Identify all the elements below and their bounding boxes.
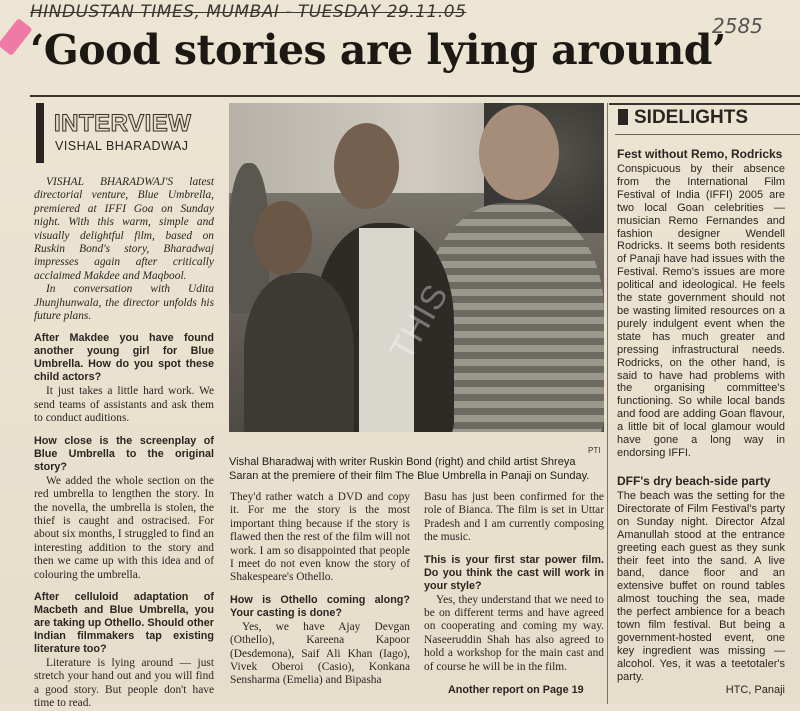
photo-shreya-head [254, 201, 312, 275]
continued-note: Another report on Page 19 [448, 684, 584, 696]
highlighter-mark [0, 18, 33, 56]
photo-watermark: THIS [382, 277, 457, 368]
answer-3-continued: They'd rather watch a DVD and copy it. For me the story is the most important thing because if the story is flawed then the rest of the film will not work. I am so disappointed that people I meet do not even know the story of Shakespeare's Othello. [230, 491, 410, 584]
photo-credit: PTI [588, 446, 601, 455]
intro-byline: In conversation with Udita Jhunjhunwala, the director unfolds his future plans. [34, 283, 214, 323]
interview-label: INTERVIEW [54, 110, 192, 137]
photo-caption: Vishal Bharadwaj with writer Ruskin Bond (right) and child artist Shreya Saran at the premiere of their film The Blue Umbrella in Panaji on Sunday. [229, 456, 590, 482]
sidelights-item-1 [617, 147, 785, 460]
answer-1: It just takes a little hard work. We send teams of assistants and ask them to conduct auditions. [34, 385, 214, 425]
article-column-2 [230, 491, 410, 688]
interview-bar [36, 103, 44, 163]
question-1: After Makdee you have found another young girl for Blue Umbrella. How do you spot these child actors? [34, 332, 214, 384]
sidelights-divider [607, 103, 608, 704]
article-column-1 [34, 176, 214, 711]
question-3: After celluloid adaptation of Macbeth and Blue Umbrella, you are taking up Othello. Should other Indian filmmakers tap existing literature too? [34, 590, 214, 655]
sidelights-title: SIDELIGHTS [634, 107, 749, 128]
photo-shreya-saran [244, 273, 354, 432]
sidelights-heading [618, 107, 748, 129]
photo-ruskin-bond-head [479, 105, 559, 200]
top-rule [30, 95, 800, 97]
intro-paragraph: VISHAL BHARADWAJ'S latest directorial venture, Blue Umbrella, premiered at IFFI Goa on Sunday night. With this warm, simple and visually delightful film, based on Ruskin Bond's story, Bharadwaj impresses again after critically acclaimed Makdee and Maqbool. [34, 176, 214, 282]
sidelights-rule [609, 103, 800, 105]
sidelights-item-1-heading: Fest without Remo, Rodricks [617, 147, 783, 161]
question-2: How close is the screenplay of Blue Umbrella to the original story? [34, 434, 214, 473]
headline: ‘Good stories are lying around’ [30, 26, 726, 74]
sidelights-item-2-heading: DFF's dry beach-side party [617, 474, 771, 488]
square-bullet-icon [618, 109, 628, 125]
handwritten-date: HINDUSTAN TIMES, MUMBAI - TUESDAY 29.11.05 [30, 2, 467, 22]
interview-author: VISHAL BHARADWAJ [55, 139, 189, 153]
sidelights-item-2-body: The beach was the setting for the Directorate of Film Festival's party on Sunday night. Director Afzal Amanullah stood at the entrance greeting each guest as they sunk their feet into the sand. A live band, dance floor and an extensive buffet on round tables almost touching the sea, made the perfect ambience for a beach town film festival. But being a government-hosted event, one key ingredient was missing — alcohol. Yes, it was a teetotaler's party. [617, 490, 785, 683]
sidelights-signoff: HTC, Panaji [725, 683, 785, 696]
answer-2: We added the whole section on the red umbrella to lengthen the story. In the novella, the umbrella is stolen, the thief is caught and ostracised. For about six months, I struggled to find an interesting addition to the story and then we came up with this idea and of colouring the umbrella. [34, 474, 214, 581]
question-5: This is your first star power film. Do you think the cast will work in your style? [424, 553, 604, 592]
photo-vishal-head [334, 123, 399, 209]
photo [229, 103, 604, 432]
sidelights-item-1-body: Conspicuous by their absence from the International Film Festival of India (IFFI) 2005 are two local Goan celebrities — musician Remo Fernandes and fashion designer Wendell Rodricks. It seems both residents of Panaji have had issues with the Festival. Remo's issues are more political and ideological. He feels the state government should not be wasting limited resources on a purely indulgent event when the state has much greater and pressing infrastructural needs. Rodricks, on the other hand, is said to have had problems with the organising committee's functioning. So while local bands and food are adding Goan flavour, a little bit of local glamour would have gone a long way in endorsing IFFI. [617, 163, 785, 459]
handwritten-number: 2585 [712, 14, 763, 38]
answer-4-continued: Basu has just been confirmed for the role of Bianca. The film is set in Uttar Pradesh and I am currently composing the music. [424, 491, 604, 544]
sidelights-underline [615, 134, 800, 135]
question-4: How is Othello coming along? Your casting is done? [230, 593, 410, 619]
answer-3: Literature is lying around — just stretch your hand out and you will find a good story. But people don't have time to read. [34, 656, 214, 710]
answer-5: Yes, they understand that we need to be on different terms and have agreed on cooperating and coming my way. Naseeruddin Shah has also agreed to hold a workshop for the main cast and of course he will be in the film. [424, 593, 604, 673]
answer-4: Yes, we have Ajay Devgan (Othello), Kareena Kapoor (Desdemona), Saif Ali Khan (Iago), Vivek Oberoi (Casio), Konkana Sensharma (Emelia) and Bipasha [230, 620, 410, 687]
article-column-3 [424, 491, 604, 674]
sidelights-item-2 [617, 474, 785, 697]
